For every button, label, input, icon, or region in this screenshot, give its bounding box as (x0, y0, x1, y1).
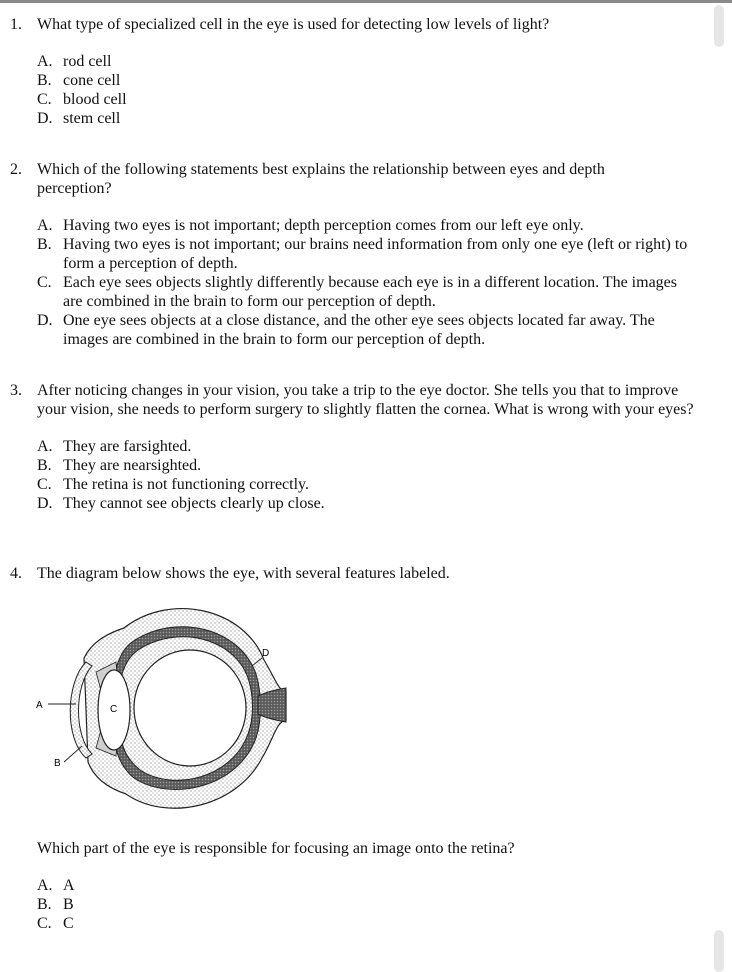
question-number: 2. (10, 161, 22, 178)
option-a[interactable] (37, 216, 700, 235)
option-text: A (63, 877, 75, 894)
option-d[interactable] (37, 494, 700, 513)
question-number: 1. (10, 16, 22, 33)
question-stem: What type of specialized cell in the eye is used for detecting low levels of light? (37, 16, 550, 33)
option-b[interactable] (37, 456, 700, 475)
question-number: 4. (10, 565, 22, 582)
option-text: They are nearsighted. (63, 457, 202, 474)
question-stem: Which of the following statements best explains the relationship between eyes and depth perception? (37, 161, 605, 197)
question-2 (10, 160, 700, 349)
answer-options (37, 437, 700, 513)
eye-diagram (30, 598, 292, 820)
option-a[interactable] (37, 52, 700, 71)
option-letter: D. (37, 312, 53, 329)
option-letter: D. (37, 110, 53, 127)
option-text: Having two eyes is not important; our brains need information from only one eye (left or right) to form a perception of depth. (63, 236, 688, 272)
question-1 (10, 15, 700, 128)
option-letter: A. (37, 217, 53, 234)
question-stem: The diagram below shows the eye, with several features labeled. (37, 565, 450, 582)
option-letter: C. (37, 915, 52, 932)
option-a[interactable] (37, 876, 700, 895)
option-b[interactable] (37, 71, 700, 90)
option-text: C (63, 915, 74, 932)
scrollbar-thumb-bottom[interactable] (714, 930, 724, 972)
label-a: A (36, 700, 43, 711)
label-d: D (262, 648, 270, 659)
option-c[interactable] (37, 90, 700, 109)
option-c[interactable] (37, 914, 700, 933)
answer-options (37, 876, 700, 933)
option-letter: C. (37, 91, 52, 108)
answer-options (37, 216, 700, 349)
option-text: Having two eyes is not important; depth perception comes from our left eye only. (63, 217, 584, 234)
question-3 (10, 381, 700, 513)
sub-question: Which part of the eye is responsible for focusing an image onto the retina? (37, 840, 515, 857)
option-letter: A. (37, 438, 53, 455)
option-text: Each eye sees objects slightly differently because each eye is in a different location. The images are combined in the brain to form our perception of depth. (63, 274, 677, 310)
option-b[interactable] (37, 895, 700, 914)
question-stem: After noticing changes in your vision, you take a trip to the eye doctor. She tells you that to improve your vision, she needs to perform surgery to slightly flatten the cornea. What is wrong with your eyes? (37, 382, 694, 418)
label-c: C (110, 704, 118, 715)
scrollbar-thumb-top[interactable] (714, 5, 724, 47)
option-b[interactable] (37, 235, 700, 273)
option-c[interactable] (37, 475, 700, 494)
option-letter: D. (37, 495, 53, 512)
option-c[interactable] (37, 273, 700, 311)
option-text: B (63, 896, 74, 913)
option-letter: A. (37, 877, 53, 894)
option-letter: B. (37, 457, 52, 474)
option-text: One eye sees objects at a close distance, and the other eye sees objects located far away. The images are combined in the brain to form our perception of depth. (63, 312, 655, 348)
option-letter: B. (37, 896, 52, 913)
option-a[interactable] (37, 437, 700, 456)
answer-options (37, 52, 700, 128)
option-text: They are farsighted. (63, 438, 192, 455)
option-letter: B. (37, 236, 52, 253)
option-text: rod cell (63, 53, 112, 70)
option-text: They cannot see objects clearly up close. (63, 495, 325, 512)
eye-outline (48, 609, 286, 809)
question-4 (10, 564, 700, 583)
question-number: 3. (10, 382, 22, 399)
option-d[interactable] (37, 311, 700, 349)
option-letter: C. (37, 476, 52, 493)
top-border (0, 0, 732, 3)
option-text: The retina is not functioning correctly. (63, 476, 309, 493)
label-b: B (54, 758, 61, 769)
question-4-options (10, 858, 700, 933)
option-letter: B. (37, 72, 52, 89)
option-text: cone cell (63, 72, 121, 89)
option-d[interactable] (37, 109, 700, 128)
option-letter: C. (37, 274, 52, 291)
option-text: blood cell (63, 91, 127, 108)
option-text: stem cell (63, 110, 121, 127)
option-letter: A. (37, 53, 53, 70)
